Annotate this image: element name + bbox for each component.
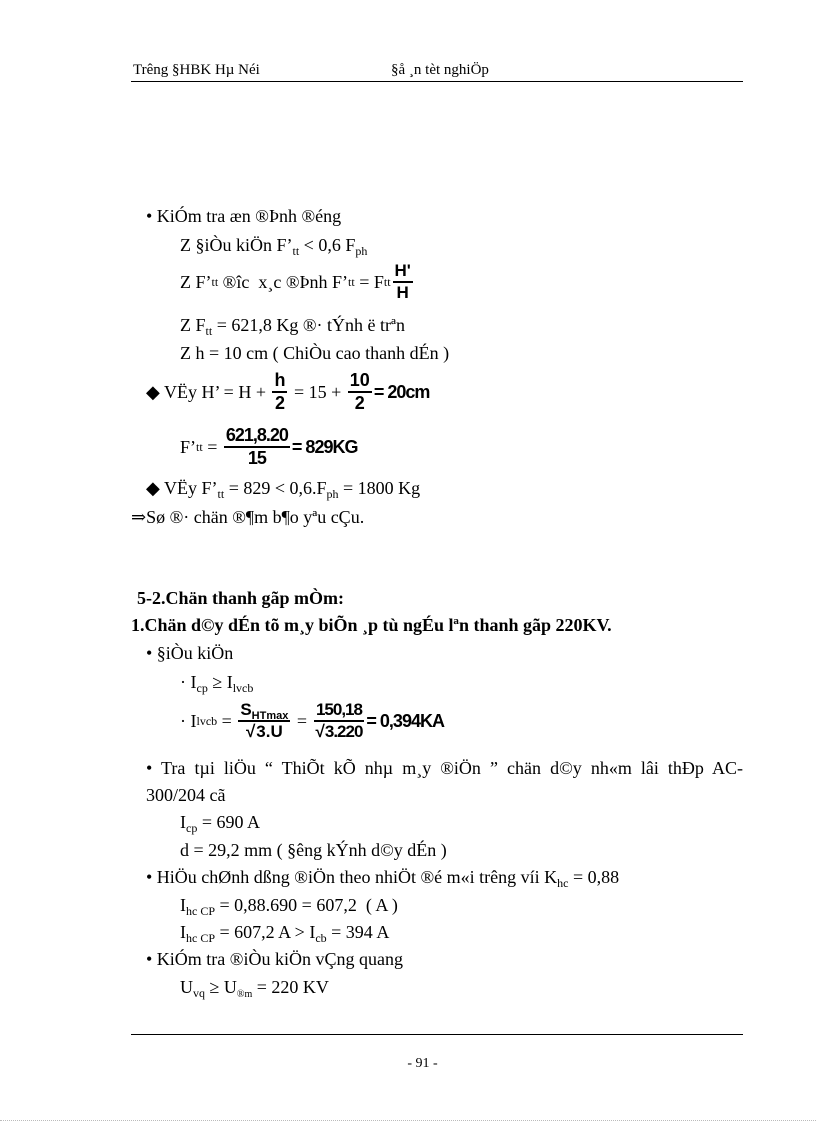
bullet-check-stability: • KiÓm tra æn ®Þnh ®éng (146, 206, 342, 226)
page-edge (0, 1120, 816, 1121)
temperature-correction-line: • HiÖu chØnh dßng ®iÖn theo nhiÖt ®é m«i trêng víi $K_{hc} = 0,88$ (146, 867, 620, 890)
ihc-compare-line: $I_{hc CP} = 607,2$ $A > I_{cb} = 394$ A (180, 922, 390, 945)
footer-rule (131, 1034, 743, 1035)
fraction-force: $\frac{621,8.20}{15}$ (225, 425, 288, 468)
subsection-heading: 1.Chän d©y dÉn tõ m¸y biÕn ¸p tù ngÉu lªn thanh gãp 220KV. (131, 615, 612, 635)
result-statement: ⇒Sø ®· chän ®¶m b¶o yªu cÇu. (131, 507, 365, 527)
fraction-h-ratio: $\frac{H'}{H}$ (394, 261, 411, 302)
bullet-conditions: • §iÒu kiÖn (146, 643, 234, 663)
ftt-result-line: F’ tt = $\frac{621,8.20}{15}$ = 829KG (180, 425, 358, 468)
condition-line: Z §iÒu kiÖn $F’_{tt} < 0,6$ $F_{ph}$ (180, 235, 368, 258)
height-line: Z h = 10 cm ( ChiÒu cao thanh dÉn ) (180, 343, 450, 363)
current-condition-line: · $I_{cp} \ge I_{lvcb}$ (180, 672, 254, 695)
conclusion-line: ◆ VËy $F’_{tt} = 829 < 0,6.F_{ph} = 1800$ Kg (146, 478, 421, 501)
fraction-numeric: $\frac{150,18}{√3.220}$ (315, 700, 363, 741)
icp-line: $I_{cp} = 690$ A (180, 812, 260, 835)
fraction-s-over-root3u: $\frac{S_{HTmax}}{√3.U}$ (240, 700, 289, 741)
ftt-definition-line: Z F’ tt ®îc x¸c ®Þnh F’ tt = F tt $\frac{H'}{H}$ (180, 261, 411, 302)
fraction-10-over-2: $\frac{10}{2}$ (349, 370, 370, 413)
h-prime-line: ◆ VËy H’ = H + $\frac{h}{2}$ = 15 + $\frac{10}{2}$ = 20cm (146, 370, 430, 413)
corona-condition-line: $U_{vq} \ge U_{®m} = 220$ KV (180, 977, 329, 1000)
fraction-h-over-2: $\frac{h}{2}$ (274, 370, 286, 413)
diameter-line: d = 29,2 mm ( §êng kÝnh d©y dÉn ) (180, 840, 447, 860)
reference-paragraph-cont: 300/204 cã (146, 785, 226, 805)
section-heading: 5-2.Chän thanh gãp mÒm: (137, 588, 345, 608)
page-number: - 91 - (407, 1056, 438, 1071)
current-calculation-line: · I lvcb = $\frac{S_{HTmax}}{√3.U}$ = $\frac{150,18}{√3.220}$ = 0,394KA (180, 700, 444, 741)
reference-paragraph: • Tra tµi liÖu “ ThiÕt kÕ nhµ m¸y ®iÖn ” chän d©y nh«m lâi thÐp AC- (146, 758, 743, 778)
ftt-value-line: Z $F_{tt} = 621,8$ Kg ®· tÝnh ë trªn (180, 315, 405, 338)
ihc-calc-line: $I_{hc CP} = 0,88.690 = 607,2$ ( A ) (180, 895, 398, 918)
header-doc-title: §å ¸n tèt nghiÖp (391, 62, 489, 78)
header-rule (131, 81, 743, 82)
header-school: Trêng §HBK Hµ Néi (133, 62, 260, 78)
bullet-corona-check: • KiÓm tra ®iÒu kiÖn vÇng quang (146, 949, 403, 969)
